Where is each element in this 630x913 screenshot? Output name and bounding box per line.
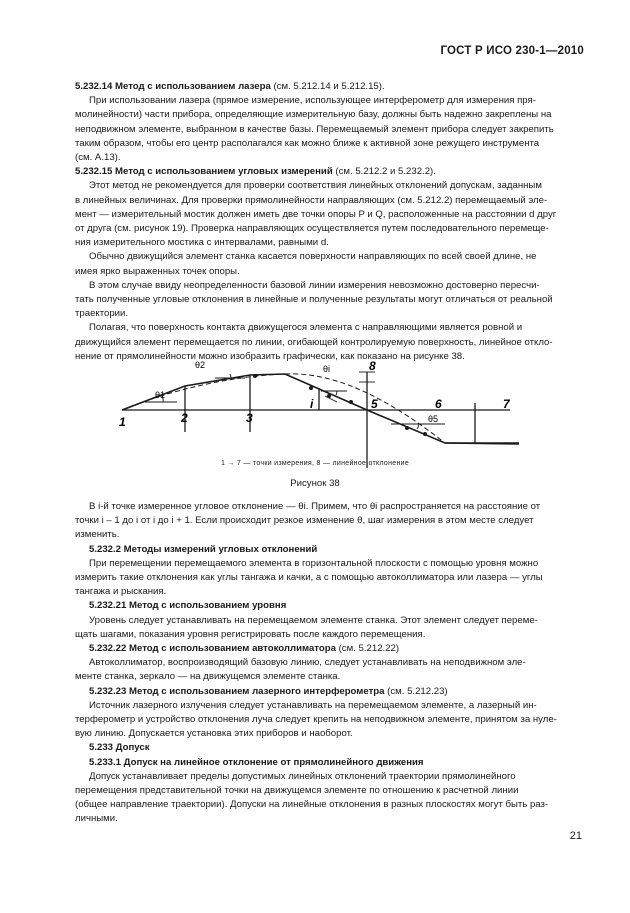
text-line: В i-й точке измеренное угловое отклонение — θi. Примем, что θi распространяется на расстояние от (89, 501, 541, 512)
point-label-6: 6 (435, 397, 442, 411)
text-line: мент — измерительный мостик должен иметь две точки опоры P и Q, расположенные на расстоянии d друг (75, 208, 557, 220)
text-line: терферометр и устройство отклонения луча следует крепить на неподвижном элементе, принятом за нуле- (75, 714, 557, 726)
heading-5232-15: 5.232.15 Метод с использованием угловых измерений (75, 166, 333, 178)
text-line: тангажа и рыскания. (75, 586, 167, 598)
point-label-5: 5 (371, 397, 378, 411)
figure-38-diagram (115, 358, 525, 470)
text-line: Автоколлиматор, воспроизводящий базовую линию, следует устанавливать на неподвижном эле- (89, 657, 526, 669)
text-line: вую линию. Допускается установка этих приборов и наоборот. (75, 728, 353, 740)
measured-polyline (122, 374, 519, 444)
text-line: изменить. (75, 529, 120, 541)
theta-label-1: θ1 (155, 390, 166, 400)
text-line: Допуск устанавливает пределы допустимых линейных отклонений траектории прямолинейного (89, 770, 516, 782)
lower-text-block (75, 500, 584, 827)
angle-arc-i (336, 391, 337, 395)
point-label-i: i (310, 397, 314, 411)
text-line: ния измерительного мостика с интервалами, равными d. (75, 237, 329, 249)
text-line: имея ярко выраженных точек опоры. (75, 265, 240, 277)
figure-title: Рисунок 38 (290, 478, 340, 489)
text-line: личными. (75, 813, 118, 825)
heading-5233-1: 5.233.1 Допуск на линейное отклонение от прямолинейного движения (89, 756, 424, 768)
point-label-1: 1 (119, 415, 126, 429)
text-line: Источник лазерного излучения следует устанавливать на перемещаемом элементе, а лазерный ин- (89, 699, 537, 711)
envelope-curve (122, 374, 445, 443)
point-dot (423, 432, 427, 436)
theta-label-2: θ2 (195, 360, 206, 370)
point-dot (327, 394, 331, 398)
heading-5232-21: 5.232.21 Метод с использованием уровня (89, 600, 287, 612)
angle-arc-2 (230, 374, 231, 378)
text-line: В этом случае ввиду неопределенности базовой линии измерения невозможно достоверно пересчи- (89, 279, 540, 291)
heading-5232-22: 5.232.22 Метод с использованием автоколлиматора (89, 643, 336, 655)
text-line: При использовании лазера (прямое измерение, использующее интерферометр для измерения пря- (89, 95, 536, 107)
point-label-8: 8 (369, 359, 376, 373)
section-5232-15 (75, 165, 584, 364)
page-number: 21 (569, 830, 582, 842)
ref-5232-22: (см. 5.212.22) (335, 643, 400, 655)
figure-caption: 1 → 7 — точки измерения, 8 — линейное отклонение (220, 460, 410, 467)
heading-5232-14: 5.232.14 Метод с использованием лазера (75, 81, 271, 92)
theta-label-i: θi (323, 364, 331, 374)
point-dot (405, 426, 409, 430)
heading-5233: 5.233 Допуск (89, 742, 150, 754)
text-line: точки i – 1 до i от i до i + 1. Если происходит резкое изменение θ, шаг измерения в этом месте следует (75, 515, 534, 527)
text-line: молинейности) части прибора, определяющие измерительную базу, должны быть надежно закреплены на (75, 109, 552, 121)
text-line: измерить такие отклонения как углы тангажа и качки, а с помощью автоколлиматора или лазера — углы (75, 572, 543, 584)
point-dot (253, 374, 257, 378)
text-line: в линейных величинах. Для проверки прямолинейности направляющих (см. 5.212.2) перемещаемый эле- (75, 194, 548, 206)
point-label-7: 7 (503, 397, 510, 411)
ref-5232-23: (см. 5.212.23) (384, 685, 448, 697)
ref-5232-14: (см. 5.212.14 и 5.212.15). (270, 81, 385, 92)
text-line: движущийся элемент перемещается по линии, огибающей контролируемую поверхность, линейное откло- (75, 336, 553, 348)
point-dot (309, 386, 313, 390)
text-line: таким образом, чтобы его центр располагался как можно ближе к активной зоне режущего инструмента (75, 137, 540, 149)
text-line: траектории. (75, 308, 129, 320)
text-line: (общее направление траектории). Допуски на линейные отклонения в разных плоскостях могут быть раз- (75, 799, 549, 811)
text-line: перемещения представительной точки на движущемся элементе по отношению к расчетной линии (75, 785, 519, 797)
text-line: Обычно движущийся элемент станка касается поверхности направляющих по всей своей длине, не (89, 251, 537, 263)
text-line: щать шагами, показания уровня регистрировать после каждого перемещения. (75, 628, 426, 640)
text-line: тать полученные угловые отклонения в линейные и полученные результаты могут отличаться от реальной (75, 294, 553, 306)
point-dot (349, 400, 353, 404)
text-line: Полагая, что поверхность контакта движущегося элемента с направляющими является ровной и (89, 322, 523, 334)
standard-header: ГОСТ Р ИСО 230-1—2010 (440, 45, 584, 57)
text-line: Уровень следует устанавливать на перемещаемом элементе станка. Этот элемент следует переме- (89, 614, 538, 626)
point-label-2: 2 (181, 411, 188, 425)
text-line: неподвижном элементе, выбранном в качестве базы. Перемещаемый элемент прибора следует закрепить (75, 123, 554, 135)
text-line: (см. А.13). (75, 152, 121, 164)
upper-text-block (75, 80, 584, 364)
theta-label-5: θ5 (428, 414, 439, 424)
text-line: от друга (см. рисунок 19). Проверка направляющих осуществляется путем последовательного перемеще- (75, 223, 549, 235)
text-line: нение от прямолинейности можно изобразить графически, как показано на рисунке 38. (75, 350, 465, 362)
section-5232-14 (75, 80, 584, 165)
heading-5232-23: 5.232.23 Метод с использованием лазерного интерферометра (89, 685, 385, 697)
angle-arc-5 (417, 424, 419, 429)
point-label-3: 3 (246, 411, 253, 425)
ref-5232-15: (см. 5.212.2 и 5.232.2). (332, 166, 436, 178)
text-line: менте станка, зеркало — на движущемся элементе станка. (75, 671, 341, 683)
text-line: При перемещении перемещаемого элемента в горизонтальной плоскости с помощью уровня можно (89, 557, 539, 569)
heading-5232-2: 5.232.2 Методы измерений угловых отклонений (89, 543, 318, 555)
text-line: Этот метод не рекомендуется для проверки соответствия линейных отклонений допускам, заданным (89, 180, 542, 192)
